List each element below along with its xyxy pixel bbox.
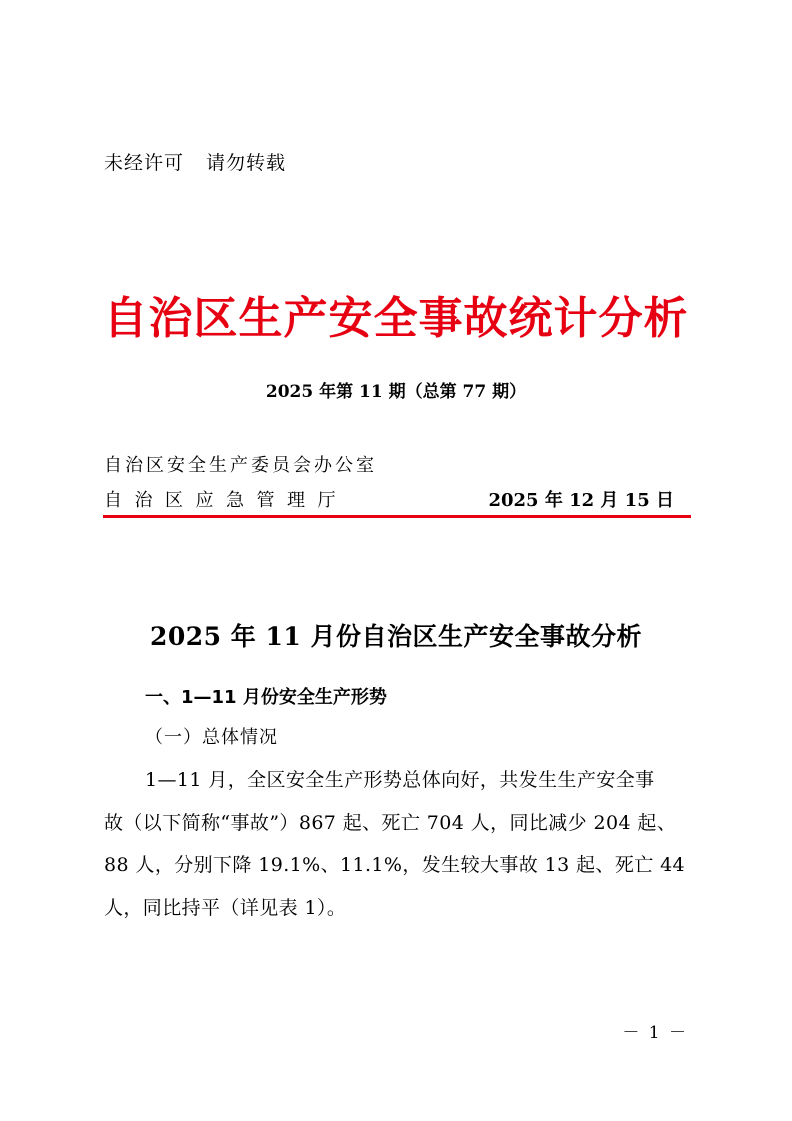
issuer-secondary: 自治区应急管理厅 — [104, 490, 348, 511]
page-number: － 1 － — [622, 1023, 688, 1043]
reprint-notice — [104, 148, 286, 175]
sub-heading: （一）总体情况 — [145, 727, 278, 748]
issuer-primary: 自治区安全生产委员会办公室 — [104, 455, 377, 476]
paragraph-line: 88 人，分别下降 19.1%、11.1%，发生较大事故 13 起、死亡 44 — [104, 854, 686, 876]
paragraph-line: 故（以下简称“事故”）867 起、死亡 704 人，同比减少 204 起、 — [104, 812, 677, 834]
document-title: 自治区生产安全事故统计分析 — [103, 293, 689, 344]
issue-number: 2025 年第 11 期（总第 77 期） — [265, 382, 527, 402]
header-divider — [103, 515, 691, 518]
publication-date: 2025 年 12 月 15 日 — [488, 490, 674, 511]
reprint-notice-part1: 未经许可 — [104, 152, 185, 174]
reprint-notice-part2: 请勿转载 — [206, 152, 287, 174]
article-title: 2025 年 11 月份自治区生产安全事故分析 — [150, 622, 642, 651]
section-heading: 一、1—11 月份安全生产形势 — [145, 687, 387, 708]
paragraph-line: 人，同比持平（详见表 1）。 — [104, 897, 347, 919]
paragraph-line: 1—11 月，全区安全生产形势总体向好，共发生生产安全事 — [145, 769, 655, 791]
